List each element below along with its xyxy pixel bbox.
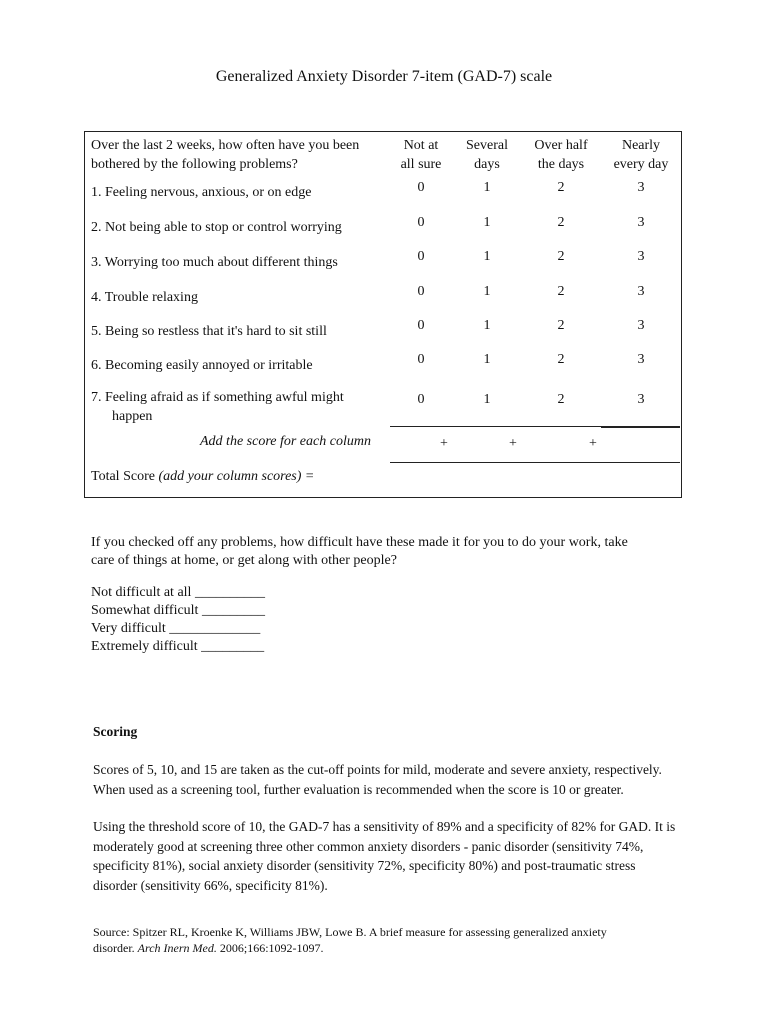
item-2-label: 2. Not being able to stop or control worrying xyxy=(91,220,342,235)
column-header-line1: Over half xyxy=(534,138,588,153)
item-3-option-1[interactable]: 1 xyxy=(483,249,491,264)
item-7-option-3[interactable]: 3 xyxy=(637,392,645,407)
item-1-option-0[interactable]: 0 xyxy=(417,180,425,195)
item-3-option-3[interactable]: 3 xyxy=(637,249,645,264)
item-6-option-0[interactable]: 0 xyxy=(417,352,425,367)
item-3-option-0[interactable]: 0 xyxy=(417,249,425,264)
item-2-option-2[interactable]: 2 xyxy=(557,215,565,230)
scoring-p1-line2: When used as a screening tool, further evaluation is recommended when the score is 10 or greater. xyxy=(93,781,624,797)
column-header-line2: every day xyxy=(613,157,669,172)
difficulty-options xyxy=(91,584,265,656)
item-7-label-line1: 7. Feeling afraid as if something awful might xyxy=(91,390,344,405)
column-header-line1: Nearly xyxy=(621,138,661,153)
item-3-label: 3. Worrying too much about different things xyxy=(91,255,338,270)
total-score-paren: (add your column scores) = xyxy=(158,469,315,484)
item-5-option-2[interactable]: 2 xyxy=(557,318,565,333)
item-7-label-line2: happen xyxy=(112,409,153,424)
difficulty-option-somewhat[interactable]: Somewhat difficult _________ xyxy=(91,603,265,618)
item-5-option-1[interactable]: 1 xyxy=(483,318,491,333)
source-line1: Source: Spitzer RL, Kroenke K, Williams JBW, Lowe B. A brief measure for assessing generalized anxiety xyxy=(93,925,607,939)
source-journal: Arch Inern Med. xyxy=(137,941,217,955)
plus-sign: + xyxy=(589,436,597,451)
difficulty-option-not-difficult[interactable]: Not difficult at all __________ xyxy=(91,585,265,600)
scoring-p2-line2: moderately good at screening three other common anxiety disorders - panic disorder (sensitivity 74%, xyxy=(93,838,644,854)
difficulty-question-line2: care of things at home, or get along with other people? xyxy=(91,553,397,568)
item-1-option-2[interactable]: 2 xyxy=(557,180,565,195)
column-header-line2: days xyxy=(474,157,500,172)
column-header-several-days xyxy=(456,136,518,174)
column-header-line2: the days xyxy=(537,157,585,172)
total-score-label xyxy=(91,467,314,486)
plus-sign: + xyxy=(440,436,448,451)
scoring-heading: Scoring xyxy=(93,724,138,739)
item-4-label: 4. Trouble relaxing xyxy=(91,290,198,305)
column-total-top-rule-thick xyxy=(601,427,680,428)
item-6-option-1[interactable]: 1 xyxy=(483,352,491,367)
scoring-p1-line1: Scores of 5, 10, and 15 are taken as the cut-off points for mild, moderate and severe anxiety, respectively. xyxy=(93,762,662,777)
difficulty-question-line1: If you checked off any problems, how difficult have these made it for you to do your work, take xyxy=(91,535,628,550)
item-4-option-0[interactable]: 0 xyxy=(417,284,425,299)
item-4-option-3[interactable]: 3 xyxy=(637,284,645,299)
difficulty-option-extremely[interactable]: Extremely difficult _________ xyxy=(91,639,265,654)
table-question-line2: bothered by the following problems? xyxy=(91,157,298,172)
column-header-line1: Not at xyxy=(403,138,439,153)
source-line2-suffix: 2006;166:1092-1097. xyxy=(216,941,324,955)
table-question xyxy=(91,136,359,174)
column-header-line1: Several xyxy=(466,138,508,153)
item-7-option-0[interactable]: 0 xyxy=(417,392,425,407)
item-4-option-2[interactable]: 2 xyxy=(557,284,565,299)
page-title: Generalized Anxiety Disorder 7-item (GAD-7) scale xyxy=(215,68,553,85)
difficulty-question xyxy=(91,534,628,570)
scoring-paragraph-1 xyxy=(93,760,662,799)
source-line2 xyxy=(93,940,607,956)
column-header-nearly-every-day xyxy=(604,136,678,174)
scoring-paragraph-2 xyxy=(93,817,675,895)
item-7-option-1[interactable]: 1 xyxy=(483,392,491,407)
item-7-label xyxy=(91,388,344,426)
total-score-text: Total Score xyxy=(91,469,159,484)
item-6-label: 6. Becoming easily annoyed or irritable xyxy=(91,358,313,373)
column-header-over-half xyxy=(524,136,598,174)
source-line2-prefix: disorder. xyxy=(93,941,138,955)
scoring-p2-line3: specificity 81%), social anxiety disorder (sensitivity 72%, specificity 80%) and post-traumatic stress xyxy=(93,858,636,873)
source-citation xyxy=(93,924,607,956)
item-6-option-3[interactable]: 3 xyxy=(637,352,645,367)
item-2-option-1[interactable]: 1 xyxy=(483,215,491,230)
plus-sign: + xyxy=(509,436,517,451)
item-5-option-3[interactable]: 3 xyxy=(637,318,645,333)
item-3-option-2[interactable]: 2 xyxy=(557,249,565,264)
item-7-option-2[interactable]: 2 xyxy=(557,392,565,407)
column-header-line2: all sure xyxy=(400,157,442,172)
item-5-label: 5. Being so restless that it's hard to sit still xyxy=(91,324,327,339)
item-6-option-2[interactable]: 2 xyxy=(557,352,565,367)
item-2-option-3[interactable]: 3 xyxy=(637,215,645,230)
difficulty-option-very[interactable]: Very difficult _____________ xyxy=(91,621,261,636)
table-question-line1: Over the last 2 weeks, how often have you been xyxy=(91,138,360,153)
item-2-option-0[interactable]: 0 xyxy=(417,215,425,230)
item-1-option-3[interactable]: 3 xyxy=(637,180,645,195)
column-header-not-at-all xyxy=(390,136,452,174)
item-4-option-1[interactable]: 1 xyxy=(483,284,491,299)
column-total-bottom-rule xyxy=(390,462,680,463)
item-5-option-0[interactable]: 0 xyxy=(417,318,425,333)
add-score-label: Add the score for each column xyxy=(200,434,371,449)
scoring-p2-line1: Using the threshold score of 10, the GAD-7 has a sensitivity of 89% and a specificity of 82% for GAD. It is xyxy=(93,819,676,834)
item-1-label: 1. Feeling nervous, anxious, or on edge xyxy=(91,185,312,200)
scoring-p2-line4: disorder (sensitivity 66%, specificity 81%). xyxy=(93,877,328,893)
item-1-option-1[interactable]: 1 xyxy=(483,180,491,195)
